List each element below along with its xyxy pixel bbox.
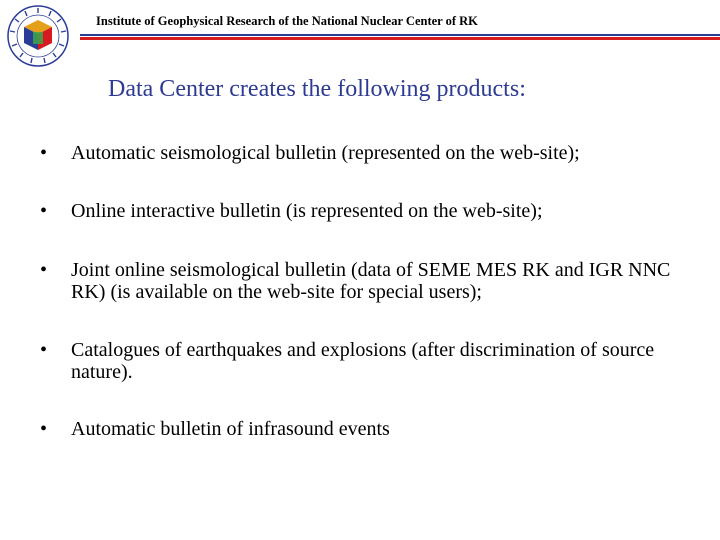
list-item-text: Joint online seismological bulletin (data of SEME MES RK and IGR NNC RK) (is available on the web-site for special users); — [71, 259, 671, 303]
list-item-text: Automatic bulletin of infrasound events — [71, 418, 390, 440]
slide-title: Data Center creates the following products: — [108, 76, 526, 102]
institute-name: Institute of Geophysical Research of the National Nuclear Center of RK — [96, 14, 478, 28]
list-item — [40, 259, 700, 303]
list-item — [40, 339, 700, 383]
bullet-icon: • — [40, 339, 48, 361]
list-item — [40, 418, 700, 440]
bullet-icon: • — [40, 259, 48, 281]
bullet-icon: • — [40, 418, 48, 440]
list-item-text: Catalogues of earthquakes and explosions (after discrimination of source nature). — [71, 339, 655, 383]
list-item-text: Online interactive bulletin (is represented on the web-site); — [71, 200, 543, 222]
bullet-icon: • — [40, 142, 48, 164]
list-item-text: Automatic seismological bulletin (represented on the web-site); — [71, 142, 580, 164]
list-item — [40, 200, 700, 222]
list-item — [40, 142, 700, 164]
bullet-icon: • — [40, 200, 48, 222]
